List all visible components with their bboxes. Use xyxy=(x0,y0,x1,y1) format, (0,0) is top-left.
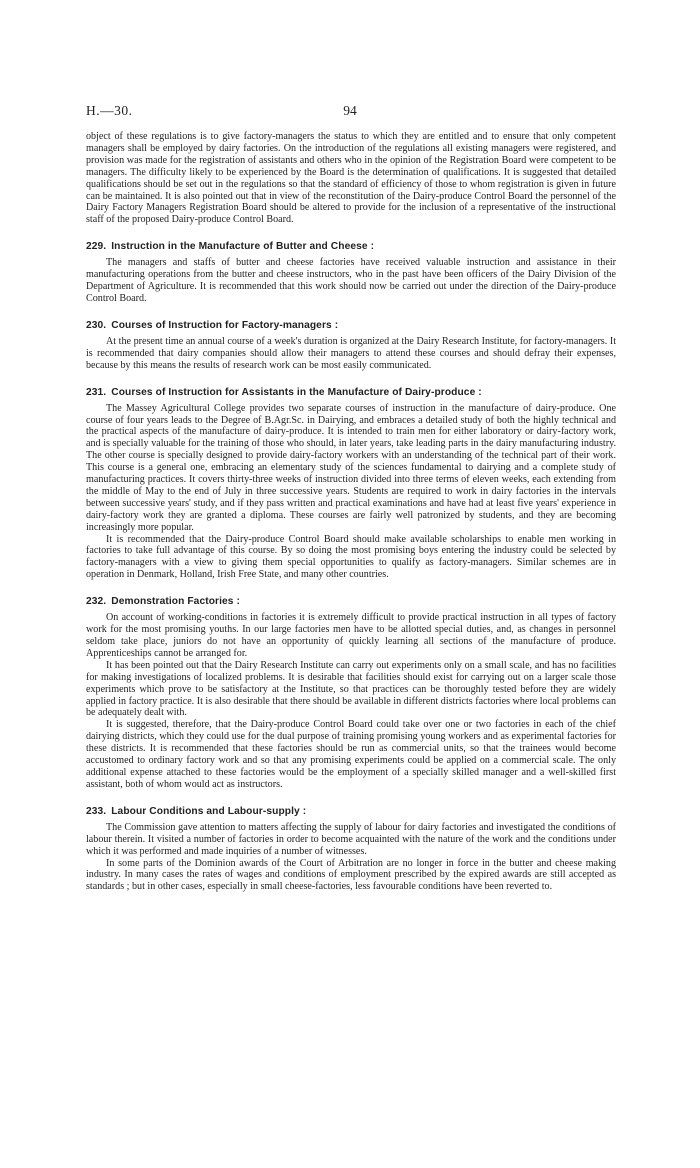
section-title: Courses of Instruction for Factory-managers : xyxy=(111,319,339,331)
section-231-paragraph-1: The Massey Agricultural College provides two separate courses of instruction in the manufacture of dairy-produce. One course of four years leads to the Degree of B.Agr.Sc. in Dairying, and embraces a detailed study of both the highly technical and the practical aspects of the manufacture of dairy-produce. It is intended to train men for either laboratory or dairy-factory work, and is specially valuable for the training of those who should, in later years, take leading parts in the dairy manufacturing industry. The other course is specially designed to provide dairy-factory workers with an understanding of the technical part of their work. This course is a general one, embracing an elementary study of the sciences fundamental to dairying and a complete study of manufacturing practices. It covers thirty-three weeks of instruction divided into three terms of eleven weeks, each extending from the middle of May to the end of July in three successive years. Students are required to work in dairy factories in the intervals between successive years' study, and if they pass written and practical examinations and have had at least five years' experience in dairy-factory work they are granted a diploma. These courses are fairly well patronized by students, and they are becoming increasingly more popular. xyxy=(86,402,616,533)
section-232-heading xyxy=(86,595,616,608)
section-title: Labour Conditions and Labour-supply : xyxy=(111,805,307,817)
section-number: 233. xyxy=(86,805,107,817)
section-number: 232. xyxy=(86,596,107,608)
intro-paragraph: object of these regulations is to give factory-managers the status to which they are entitled and to ensure that only competent managers shall be employed by dairy factories. On the introduction of the regulations all existing managers were registered, and provision was made for the registration of assistants and others who in the opinion of the Registration Board were competent to be managers. The difficulty likely to be experienced by the Board is the determination of qualifications. It is suggested that detailed qualifications should be set out in the regulations so that the standard of efficiency of those to whom registration is given in future can be maintained. It is also pointed out that in view of the reconstitution of the Dairy-produce Control Board the personnel of the Dairy Factory Managers Registration Board should be altered to provide for the inclusion of a representative of the instructional staff of the proposed Dairy-produce Control Board. xyxy=(86,131,616,226)
section-233-paragraph-2: In some parts of the Dominion awards of the Court of Arbitration are no longer in force in the butter and cheese making industry. In many cases the rates of wages and conditions of employment prescribed by the expired awards are still accepted as standards ; but in other cases, especially in small cheese-factories, less favourable conditions have been reverted to. xyxy=(86,857,616,893)
section-232-paragraph-3: It is suggested, therefore, that the Dairy-produce Control Board could take over one or two factories in each of the chief dairying districts, which they could use for the dual purpose of training promising young workers and as experimental factories for these districts. It is recommended that these factories should be run as commercial units, so that the trainees would become accustomed to ordinary factory work and so that any promising experiments could be applied on a commercial scale. The only additional expense attached to these factories would be the employment of a specially skilled manager and a well-skilled first assistant, both of whom would act as instructors. xyxy=(86,719,616,790)
section-230-paragraph: At the present time an annual course of a week's duration is organized at the Dairy Research Institute, for factory-managers. It is recommended that dairy companies should allow their managers to attend these courses and should defray their expenses, because by this means the results of research work can be most easily communicated. xyxy=(86,335,616,371)
page-number: 94 xyxy=(343,103,357,118)
section-title: Instruction in the Manufacture of Butter and Cheese : xyxy=(111,241,375,253)
section-title: Demonstration Factories : xyxy=(111,596,240,608)
section-number: 229. xyxy=(86,241,107,253)
section-230-heading xyxy=(86,319,616,332)
section-number: 231. xyxy=(86,386,107,398)
section-title: Courses of Instruction for Assistants in the Manufacture of Dairy-produce : xyxy=(111,386,482,398)
section-233-heading xyxy=(86,805,616,818)
section-231-heading xyxy=(86,386,616,399)
running-header xyxy=(86,103,614,123)
section-232-paragraph-2: It has been pointed out that the Dairy Research Institute can carry out experiments only on a small scale, and has no facilities for making investigations of localized problems. It is desirable that facilities should exist for carrying out on a larger scale those experiments which prove to be satisfactory at the Institute, so that practices can be thoroughly tested before they are widely applied in factory practice. It is also desirable that there should be available in different districts factories where local problems can be adequately dealt with. xyxy=(86,659,616,719)
section-229-heading xyxy=(86,240,616,253)
report-reference: H.—30. xyxy=(86,103,133,118)
section-232-paragraph-1: On account of working-conditions in factories it is extremely difficult to provide practical instruction in all types of factory work for the most promising youths. In our large factories men have to be allotted special duties, and, as changes in personnel seldom take place, juniors do not have an opportunity of quickly learning all sections of the manufacture of produce. Apprenticeships cannot be arranged for. xyxy=(86,612,616,659)
page-body xyxy=(86,131,616,893)
section-229-paragraph: The managers and staffs of butter and cheese factories have received valuable instruction and assistance in their manufacturing operations from the butter and cheese instructors, who in the past have been officers of the Dairy Division of the Department of Agriculture. It is recommended that this work should now be carried out under the direction of the Dairy-produce Control Board. xyxy=(86,257,616,304)
section-233-paragraph-1: The Commission gave attention to matters affecting the supply of labour for dairy factories and investigated the conditions of labour therein. It visited a number of factories in order to become acquainted with the nature of the work and the conditions under which it was performed and made inquiries of a number of witnesses. xyxy=(86,821,616,857)
section-231-paragraph-2: It is recommended that the Dairy-produce Control Board should make available scholarships to enable men working in factories to take full advantage of this course. By so doing the most promising boys entering the industry could be selected by factory-managers with a view to giving them special opportunities to qualify as factory-managers. Similar schemes are in operation in Denmark, Holland, Irish Free State, and many other countries. xyxy=(86,533,616,581)
section-number: 230. xyxy=(86,319,107,331)
